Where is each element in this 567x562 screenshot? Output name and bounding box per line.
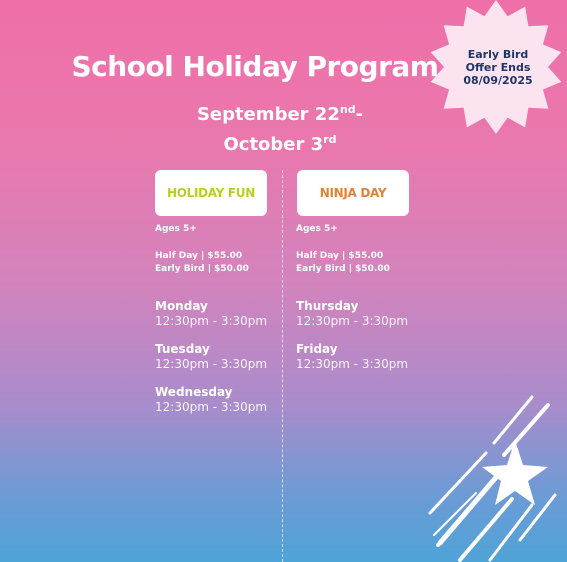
ages-label: Ages 5+ xyxy=(155,224,197,234)
session-item xyxy=(155,385,280,414)
session-day: Friday xyxy=(296,342,338,356)
session-time: 12:30pm - 3:30pm xyxy=(296,314,409,328)
date-start-suffix: nd xyxy=(339,103,356,116)
early-bird-price: Early Bird | $50.00 xyxy=(296,264,390,274)
ninja-day-column xyxy=(296,224,421,385)
ninja-day-badge: NINJA DAY xyxy=(297,170,409,216)
session-item xyxy=(296,299,421,328)
session-time: 12:30pm - 3:30pm xyxy=(155,314,268,328)
session-day: Tuesday xyxy=(155,342,210,356)
half-day-price: Half Day | $55.00 xyxy=(155,251,243,261)
column-divider xyxy=(282,170,283,562)
date-range-end xyxy=(130,133,430,155)
offer-date: 08/09/2025 xyxy=(463,74,533,87)
half-day-price: Half Day | $55.00 xyxy=(296,251,384,261)
session-time: 12:30pm - 3:30pm xyxy=(155,357,268,371)
date-start-text: September 22 xyxy=(196,104,340,125)
session-day: Monday xyxy=(155,299,208,313)
session-item xyxy=(155,342,280,371)
shooting-star-icon xyxy=(420,395,567,562)
session-item xyxy=(296,342,421,371)
date-end-suffix: rd xyxy=(323,133,337,146)
holiday-fun-column xyxy=(155,224,280,428)
session-list xyxy=(296,299,421,371)
session-time: 12:30pm - 3:30pm xyxy=(296,357,409,371)
date-dash: - xyxy=(355,104,364,125)
early-bird-offer xyxy=(456,48,540,87)
session-list xyxy=(155,299,280,414)
session-item xyxy=(155,299,280,328)
date-range-start xyxy=(130,103,430,125)
early-bird-price: Early Bird | $50.00 xyxy=(155,264,249,274)
session-day: Thursday xyxy=(296,299,359,313)
session-time: 12:30pm - 3:30pm xyxy=(155,400,268,414)
ages-label: Ages 5+ xyxy=(296,224,338,234)
session-day: Wednesday xyxy=(155,385,233,399)
offer-line-2: Offer Ends xyxy=(465,61,531,74)
page-title: School Holiday Program xyxy=(71,50,439,83)
date-end-text: October 3 xyxy=(223,134,324,155)
holiday-fun-badge: HOLIDAY FUN xyxy=(155,170,267,216)
offer-line-1: Early Bird xyxy=(467,48,529,61)
